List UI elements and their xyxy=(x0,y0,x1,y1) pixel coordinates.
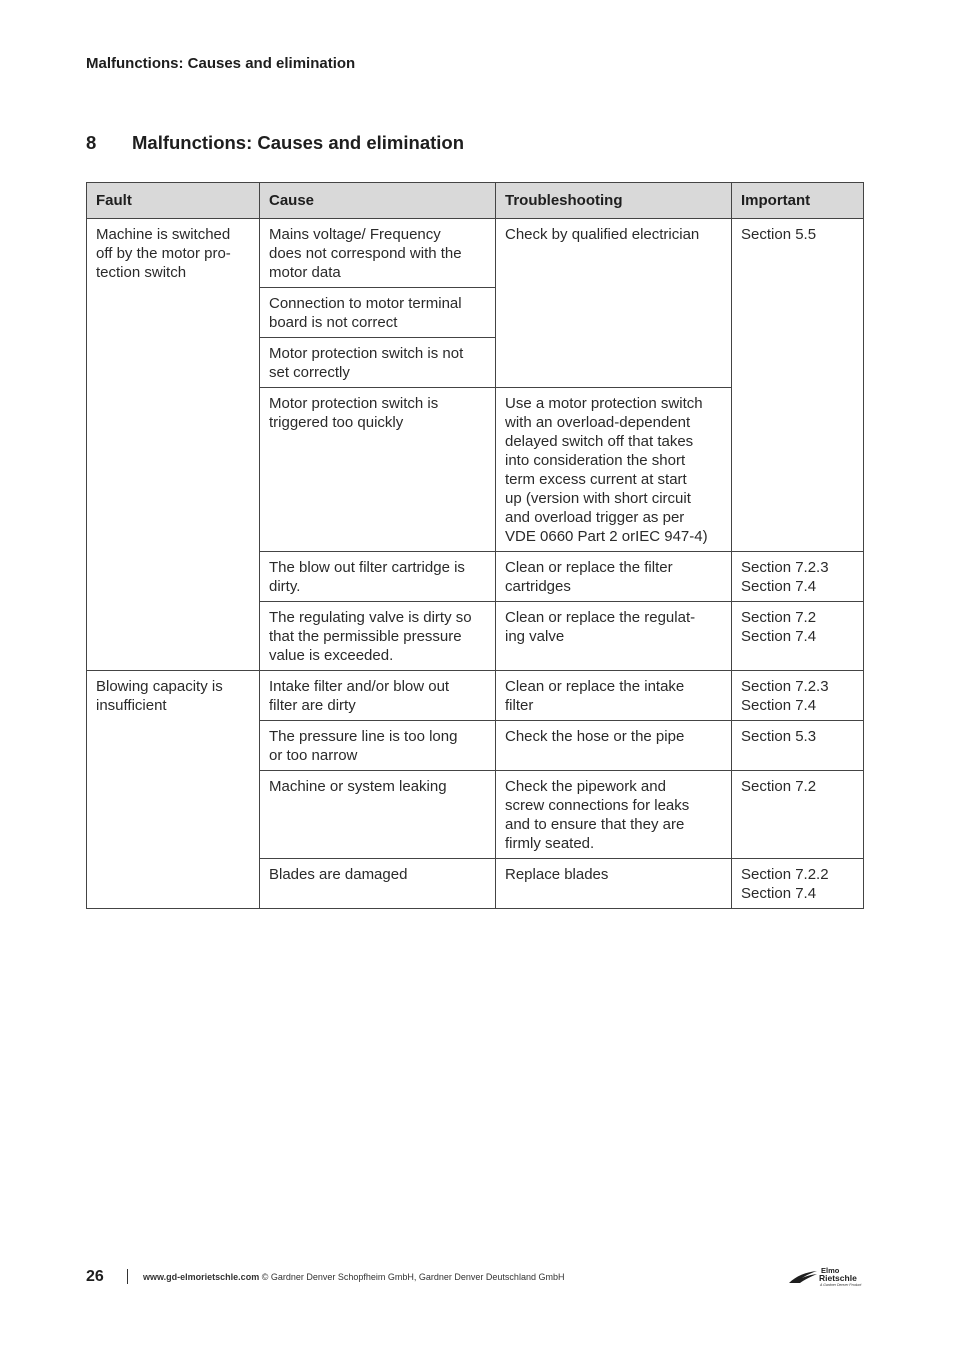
header-important: Important xyxy=(732,183,864,219)
important-cell: Section 5.3 xyxy=(732,721,864,771)
section-heading xyxy=(86,132,464,154)
malfunctions-table xyxy=(86,182,864,909)
troubleshooting-cell: Clean or replace the regulat- ing valve xyxy=(496,602,732,671)
footer-divider xyxy=(127,1269,128,1284)
logo-tagline: A Gardner Denver Product xyxy=(820,1283,862,1287)
fault-cell: Blowing capacity is insufficient xyxy=(87,671,260,909)
cause-cell: Mains voltage/ Frequency does not correspond with the motor data xyxy=(260,219,496,288)
elmo-rietschle-swoosh-icon xyxy=(788,1270,818,1284)
logo-text-rietschle: Rietschle xyxy=(819,1273,857,1283)
troubleshooting-cell: Check the pipework and screw connections for leaks and to ensure that they are firmly seated. xyxy=(496,771,732,859)
running-header: Malfunctions: Causes and elimination xyxy=(86,55,356,72)
footer-copyright-text: © Gardner Denver Schopfheim GmbH, Gardner Denver Deutschland GmbH xyxy=(259,1272,565,1282)
cause-cell: The regulating valve is dirty so that the permissible pressure value is exceeded. xyxy=(260,602,496,671)
footer-copyright xyxy=(143,1272,564,1282)
brand-logo xyxy=(788,1267,864,1289)
cause-cell: Motor protection switch is triggered too quickly xyxy=(260,388,496,552)
table-row xyxy=(87,671,864,721)
section-title: Malfunctions: Causes and elimination xyxy=(132,132,465,153)
page-number: 26 xyxy=(86,1268,104,1285)
cause-cell: The blow out filter cartridge is dirty. xyxy=(260,552,496,602)
important-cell: Section 7.2.3 Section 7.4 xyxy=(732,671,864,721)
troubleshooting-cell: Use a motor protection switch with an overload-dependent delayed switch off that takes into consideration the short term excess current at start up (version with short circuit and overload trigger as per VDE 0660 Part 2 orIEC 947-4) xyxy=(496,388,732,552)
troubleshooting-cell: Clean or replace the filter cartridges xyxy=(496,552,732,602)
important-cell: Section 7.2 xyxy=(732,771,864,859)
header-cause: Cause xyxy=(260,183,496,219)
cause-cell: Intake filter and/or blow out filter are dirty xyxy=(260,671,496,721)
cause-cell: The pressure line is too long or too narrow xyxy=(260,721,496,771)
footer-website: www.gd-elmorietschle.com xyxy=(143,1272,260,1282)
cause-cell: Blades are damaged xyxy=(260,859,496,909)
header-troubleshooting: Troubleshooting xyxy=(496,183,732,219)
header-fault: Fault xyxy=(87,183,260,219)
table-header-row xyxy=(87,183,864,219)
troubleshooting-cell: Clean or replace the intake filter xyxy=(496,671,732,721)
cause-cell: Machine or system leaking xyxy=(260,771,496,859)
section-number: 8 xyxy=(86,132,97,153)
table-row xyxy=(87,219,864,288)
page-footer xyxy=(86,1268,864,1290)
important-cell: Section 5.5 xyxy=(732,219,864,552)
important-cell: Section 7.2.2 Section 7.4 xyxy=(732,859,864,909)
cause-cell: Motor protection switch is not set correctly xyxy=(260,338,496,388)
troubleshooting-cell: Check the hose or the pipe xyxy=(496,721,732,771)
logo-text-elmo: Elmo xyxy=(821,1266,840,1275)
troubleshooting-cell: Check by qualified electrician xyxy=(496,219,732,388)
fault-cell: Machine is switched off by the motor pro- tection switch xyxy=(87,219,260,671)
important-cell: Section 7.2 Section 7.4 xyxy=(732,602,864,671)
troubleshooting-cell: Replace blades xyxy=(496,859,732,909)
cause-cell: Connection to motor terminal board is not correct xyxy=(260,288,496,338)
important-cell: Section 7.2.3 Section 7.4 xyxy=(732,552,864,602)
